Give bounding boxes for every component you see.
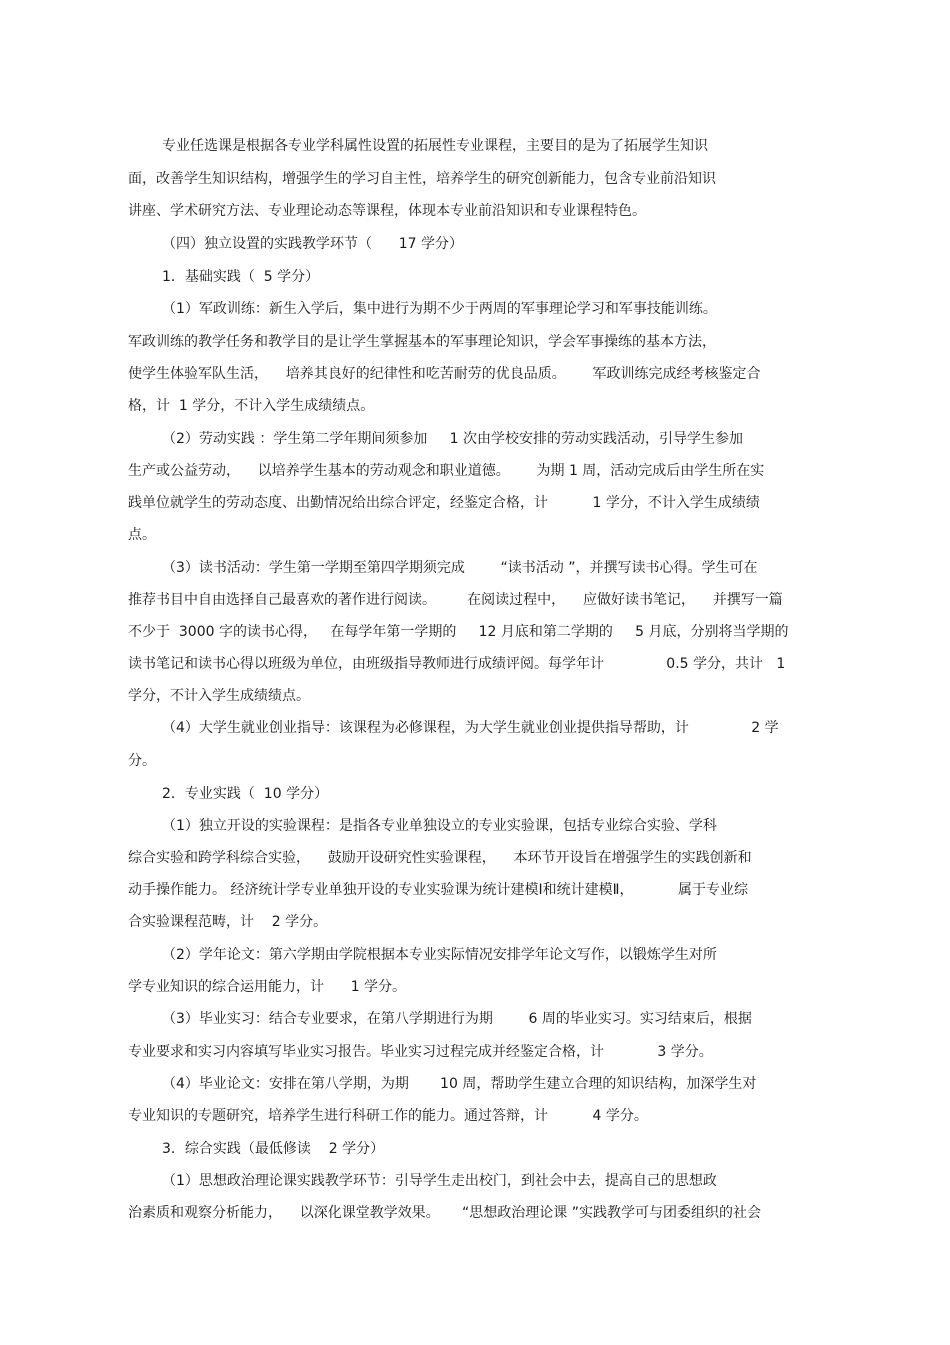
paragraph-line: 专业任选课是根据各专业学科属性设置的拓展性专业课程，主要目的是为了拓展学生知识 (162, 138, 708, 154)
paragraph-line: （1）思想政治理论课实践教学环节：引导学生走出校门，到社会中去，提高自己的思想政 (162, 1173, 717, 1189)
paragraph-line: （2）劳动实践 ：学生第二学年期间须参加 1 次由学校安排的劳动实践活动，引导学生参加 (162, 431, 743, 447)
subsection-heading: 3．综合实践（最低修读 2 学分） (162, 1141, 385, 1157)
paragraph-line: 动手操作能力。 经济统计学专业单独开设的专业实验课为统计建模Ⅰ和统计建模Ⅱ， 属于专业综 (128, 882, 748, 898)
paragraph-line: 践单位就学生的劳动态度、出勤情况给出综合评定，经鉴定合格，计 1 学分，不计入学生成绩绩 (128, 495, 760, 511)
subsection-heading: 1．基础实践（ 5 学分） (162, 269, 320, 285)
paragraph-line: 合实验课程范畴，计 2 学分。 (128, 914, 328, 930)
paragraph-line: 军政训练的教学任务和教学目的是让学生掌握基本的军事理论知识，学会军事操练的基本方法， (128, 334, 716, 350)
paragraph-line: 不少于 3000 字的读书心得， 在每学年第一学期的 12 月底和第二学期的 5 月底，分别将当学期的 (128, 624, 789, 640)
paragraph-line: （3）读书活动：学生第一学期至第四学期须完成 “读书活动 ”，并撰写读书心得。学生可在 (162, 560, 758, 576)
paragraph-line: （1）独立开设的实验课程：是指各专业单独设立的专业实验课，包括专业综合实验、学科 (162, 818, 717, 834)
paragraph-line: 格，计 1 学分，不计入学生成绩绩点。 (128, 398, 375, 414)
paragraph-line: 推荐书目中自由选择自己最喜欢的著作进行阅读。 在阅读过程中， 应做好读书笔记， 并撰写一篇 (128, 592, 783, 608)
paragraph-line: 学分，不计入学生成绩绩点。 (128, 688, 310, 704)
paragraph-line: 生产或公益劳动， 以培养学生基本的劳动观念和职业道德。 为期 1 周，活动完成后由学生所在实 (128, 463, 765, 479)
paragraph-line: 分。 (128, 753, 156, 769)
paragraph-line: 专业知识的专题研究，培养学生进行科研工作的能力。通过答辩，计 4 学分。 (128, 1108, 648, 1124)
paragraph-line: （3）毕业实习：结合专业要求，在第八学期进行为期 6 周的毕业实习。实习结束后，根据 (162, 1011, 752, 1027)
paragraph-line: 治素质和观察分析能力， 以深化课堂教学效果。 “思想政治理论课 ”实践教学可与团委组织的社会 (128, 1205, 762, 1221)
paragraph-line: 专业要求和实习内容填写毕业实习报告。毕业实习过程完成并经鉴定合格，计 3 学分。 (128, 1044, 713, 1060)
paragraph-line: 学专业知识的综合运用能力，计 1 学分。 (128, 979, 407, 995)
paragraph-line: （4）毕业论文：安排在第八学期，为期 10 周，帮助学生建立合理的知识结构，加深学生对 (162, 1076, 757, 1092)
paragraph-line: 讲座、学术研究方法、专业理论动态等课程，体现本专业前沿知识和专业课程特色。 (128, 203, 646, 219)
paragraph-line: （4）大学生就业创业指导：该课程为必修课程，为大学生就业创业提供指导帮助，计 2 学 (162, 720, 779, 736)
section-heading: （四）独立设置的实践教学环节（ 17 学分） (162, 236, 463, 252)
paragraph-line: （2）学年论文：第六学期由学院根据本专业实际情况安排学年论文写作，以锻炼学生对所 (162, 947, 717, 963)
paragraph-line: 点。 (128, 527, 156, 543)
paragraph-line: 读书笔记和读书心得以班级为单位，由班级指导教师进行成绩评阅。每学年计 0.5 学分，共计 1 (128, 656, 786, 672)
paragraph-line: 综合实验和跨学科综合实验， 鼓励开设研究性实验课程， 本环节开设旨在增强学生的实践创新和 (128, 850, 752, 866)
paragraph-line: （1）军政训练：新生入学后，集中进行为期不少于两周的军事理论学习和军事技能训练。 (162, 301, 717, 317)
paragraph-line: 使学生体验军队生活， 培养其良好的纪律性和吃苦耐劳的优良品质。 军政训练完成经考核鉴定合 (128, 366, 761, 382)
subsection-heading: 2．专业实践（ 10 学分） (162, 786, 329, 802)
paragraph-line: 面，改善学生知识结构，增强学生的学习自主性，培养学生的研究创新能力，包含专业前沿知识 (128, 171, 716, 187)
